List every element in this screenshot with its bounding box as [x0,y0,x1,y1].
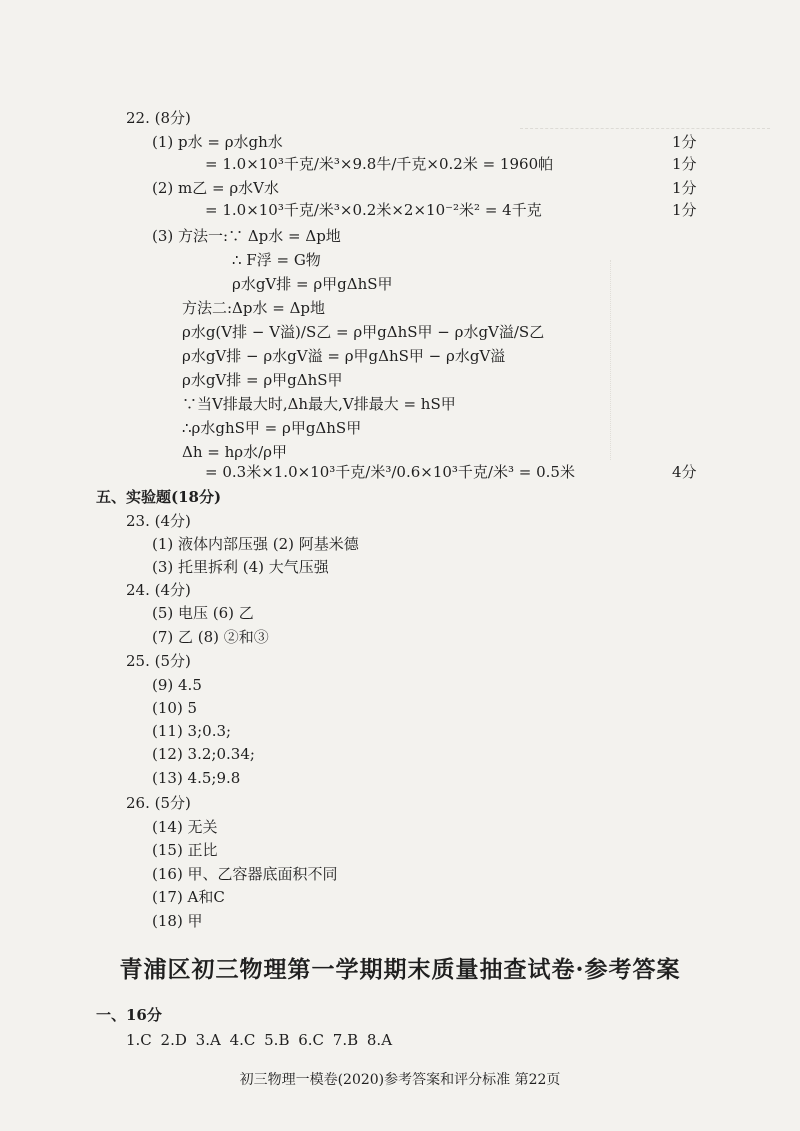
q22-line: ∴ F浮 = G物 [232,251,321,269]
section-heading: 一、16分 [96,1006,162,1024]
score: 4分 [672,463,697,481]
q26-header: 26. (5分) [126,794,191,812]
page-footer: 初三物理一模卷(2020)参考答案和评分标准 第22页 [239,1072,561,1088]
q22-line: = 1.0×10³千克/米³×0.2米×2×10⁻²米² = 4千克 [205,201,542,219]
q25-line: (11) 3;0.3; [152,722,232,740]
q22-line: ∴ρ水ghS甲 = ρ甲gΔhS甲 [182,419,362,437]
q24-line: (7) 乙 (8) ②和③ [152,628,269,646]
q23-header: 23. (4分) [126,512,191,530]
score: 1分 [672,179,697,197]
section-heading: 五、实验题(18分) [96,488,222,506]
q25-line: (13) 4.5;9.8 [152,769,241,787]
q26-line: (14) 无关 [152,818,218,836]
page-title: 青浦区初三物理第一学期期末质量抽查试卷·参考答案 [119,956,681,983]
q22-line: (1) p水 = ρ水gh水 [152,133,283,151]
q22-line: = 1.0×10³千克/米³×9.8牛/千克×0.2米 = 1960帕 [205,155,554,173]
q25-line: (10) 5 [152,699,198,717]
q25-header: 25. (5分) [126,652,191,670]
q24-line: (5) 电压 (6) 乙 [152,604,254,622]
score: 1分 [672,201,697,219]
q26-line: (18) 甲 [152,912,203,930]
bleed-through-mark [610,260,761,460]
q22-line: ρ水gV排 − ρ水gV溢 = ρ甲gΔhS甲 − ρ水gV溢 [182,347,506,365]
q26-line: (17) A和C [152,888,225,906]
q26-line: (16) 甲、乙容器底面积不同 [152,865,338,883]
q22-line: (3) 方法一:∵ Δp水 = Δp地 [152,227,341,245]
q22-line: ∵当V排最大时,Δh最大,V排最大 = hS甲 [182,395,456,413]
score: 1分 [672,155,697,173]
q22-line: ρ水gV排 = ρ甲gΔhS甲 [182,371,343,389]
q25-line: (12) 3.2;0.34; [152,745,255,763]
q22-line: = 0.3米×1.0×10³千克/米³/0.6×10³千克/米³ = 0.5米 [205,463,575,481]
q22-header: 22. (8分) [126,109,191,127]
q24-header: 24. (4分) [126,581,191,599]
q22-line: ρ水gV排 = ρ甲gΔhS甲 [232,275,393,293]
q23-line: (1) 液体内部压强 (2) 阿基米德 [152,535,359,553]
q22-line: ρ水g(V排 − V溢)/S乙 = ρ甲gΔhS甲 − ρ水gV溢/S乙 [182,323,545,341]
q23-line: (3) 托里拆利 (4) 大气压强 [152,558,329,576]
q26-line: (15) 正比 [152,841,218,859]
mc-answers: 1.C 2.D 3.A 4.C 5.B 6.C 7.B 8.A [126,1031,393,1049]
bleed-through-mark [520,128,770,147]
q25-line: (9) 4.5 [152,676,202,694]
score: 1分 [672,133,697,151]
q22-line: (2) m乙 = ρ水V水 [152,179,279,197]
q22-line: 方法二:Δp水 = Δp地 [182,299,326,317]
q22-line: Δh = hρ水/ρ甲 [182,443,287,461]
